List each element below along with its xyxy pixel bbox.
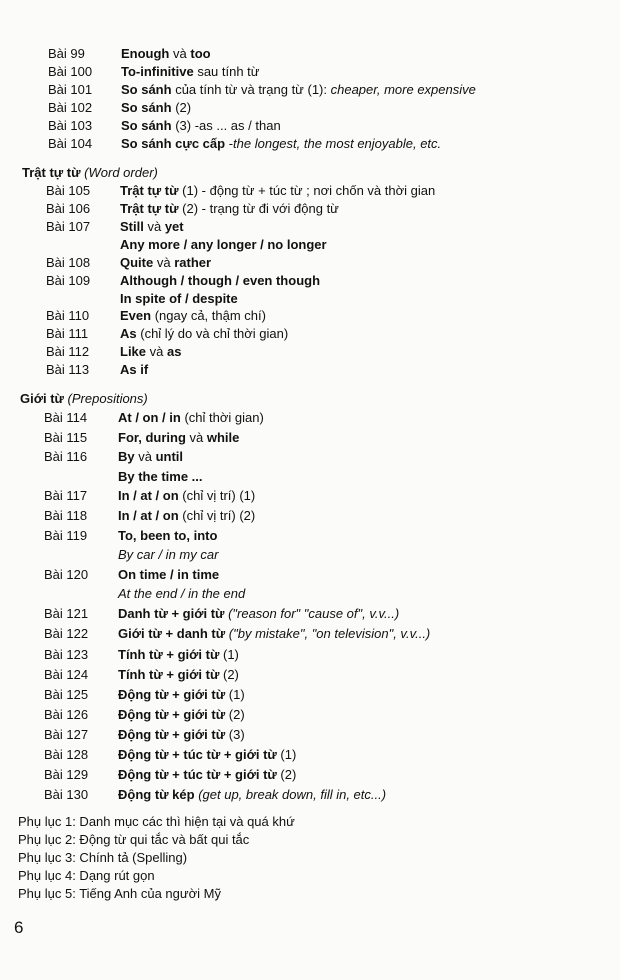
lesson-number: Bài 111: [46, 326, 89, 341]
lesson-title: Trật tự từ (2) - trạng từ đi với động từ: [120, 201, 339, 216]
lesson-number: Bài 113: [46, 362, 90, 377]
lesson-title: By the time ...: [118, 469, 203, 484]
lesson-number: Bài 101: [48, 82, 93, 97]
lesson-number: Bài 125: [44, 687, 89, 702]
lesson-number: Bài 110: [46, 308, 90, 323]
lesson-number: Bài 104: [48, 136, 93, 151]
lesson-title: Quite và rather: [120, 255, 212, 270]
lesson-title: So sánh (2): [121, 100, 192, 115]
section-heading-prepositions: Giới từ (Prepositions): [20, 391, 148, 406]
appendix-2: Phụ lục 2: Động từ qui tắc và bất qui tắc: [18, 832, 250, 847]
lesson-number: Bài 117: [44, 488, 88, 503]
lesson-title: Động từ + túc từ + giới từ (1): [118, 747, 297, 762]
lesson-title: In / at / on (chỉ vị trí) (2): [118, 508, 256, 523]
lesson-number: Bài 99: [48, 46, 85, 61]
lesson-title: By car / in my car: [118, 547, 219, 562]
lesson-number: Bài 122: [44, 626, 89, 641]
lesson-title: Tính từ + giới từ (1): [118, 647, 239, 662]
lesson-title: Giới từ + danh từ ("by mistake", "on television", v.v...): [118, 626, 431, 641]
lesson-title: In / at / on (chỉ vị trí) (1): [118, 488, 256, 503]
lesson-title: So sánh cực cấp -the longest, the most enjoyable, etc.: [121, 136, 442, 151]
lesson-number: Bài 114: [44, 410, 88, 425]
lesson-number: Bài 119: [44, 528, 88, 543]
lesson-number: Bài 100: [48, 64, 93, 79]
lesson-number: Bài 120: [44, 567, 89, 582]
lesson-title: As (chỉ lý do và chỉ thời gian): [120, 326, 289, 341]
lesson-title: On time / in time: [118, 567, 220, 582]
lesson-title: As if: [120, 362, 149, 377]
lesson-number: Bài 107: [46, 219, 91, 234]
lesson-title: Even (ngay cả, thậm chí): [120, 308, 266, 323]
lesson-title: At / on / in (chỉ thời gian): [118, 410, 264, 425]
lesson-title: At the end / in the end: [118, 586, 246, 601]
lesson-number: Bài 126: [44, 707, 89, 722]
lesson-number: Bài 115: [44, 430, 88, 445]
lesson-title: Tính từ + giới từ (2): [118, 667, 239, 682]
lesson-title: Although / though / even though: [120, 273, 321, 288]
lesson-number: Bài 116: [44, 449, 88, 464]
lesson-title: Động từ + giới từ (3): [118, 727, 245, 742]
lesson-title: Any more / any longer / no longer: [120, 237, 327, 252]
appendix-4: Phụ lục 4: Dạng rút gọn: [18, 868, 155, 883]
lesson-title: In spite of / despite: [120, 291, 238, 306]
lesson-title: Still và yet: [120, 219, 184, 234]
lesson-number: Bài 129: [44, 767, 89, 782]
lesson-number: Bài 124: [44, 667, 89, 682]
lesson-number: Bài 127: [44, 727, 89, 742]
section-heading-word-order: Trật tự từ (Word order): [22, 165, 158, 180]
lesson-title: Động từ + giới từ (1): [118, 687, 245, 702]
lesson-title: Động từ + túc từ + giới từ (2): [118, 767, 297, 782]
lesson-title: Trật tự từ (1) - động từ + túc từ ; nơi chốn và thời gian: [120, 183, 436, 198]
lesson-title: Động từ kép (get up, break down, fill in, etc...): [118, 787, 387, 802]
lesson-number: Bài 128: [44, 747, 89, 762]
lesson-title: To, been to, into: [118, 528, 218, 543]
page-number: 6: [14, 918, 24, 937]
lesson-title: To-infinitive sau tính từ: [121, 64, 260, 79]
lesson-title: Like và as: [120, 344, 182, 359]
appendix-1: Phụ lục 1: Danh mục các thì hiện tại và quá khứ: [18, 814, 295, 829]
lesson-number: Bài 106: [46, 201, 91, 216]
lesson-title: Động từ + giới từ (2): [118, 707, 245, 722]
lesson-number: Bài 121: [44, 606, 89, 621]
lesson-number: Bài 109: [46, 273, 91, 288]
lesson-number: Bài 123: [44, 647, 89, 662]
lesson-title: Enough và too: [121, 46, 211, 61]
appendix-5: Phụ lục 5: Tiếng Anh của người Mỹ: [18, 886, 221, 901]
lesson-number: Bài 103: [48, 118, 93, 133]
lesson-number: Bài 108: [46, 255, 91, 270]
lesson-title: So sánh (3) -as ... as / than: [121, 118, 281, 133]
lesson-title: By và until: [118, 449, 184, 464]
lesson-title: So sánh của tính từ và trạng từ (1): cheaper, more expensive: [121, 82, 476, 97]
lesson-number: Bài 112: [46, 344, 90, 359]
lesson-number: Bài 118: [44, 508, 88, 523]
lesson-number: Bài 105: [46, 183, 91, 198]
lesson-number: Bài 130: [44, 787, 89, 802]
lesson-number: Bài 102: [48, 100, 93, 115]
lesson-title: For, during và while: [118, 430, 240, 445]
lesson-title: Danh từ + giới từ ("reason for" "cause of", v.v...): [118, 606, 400, 621]
appendix-3: Phụ lục 3: Chính tả (Spelling): [18, 850, 188, 865]
